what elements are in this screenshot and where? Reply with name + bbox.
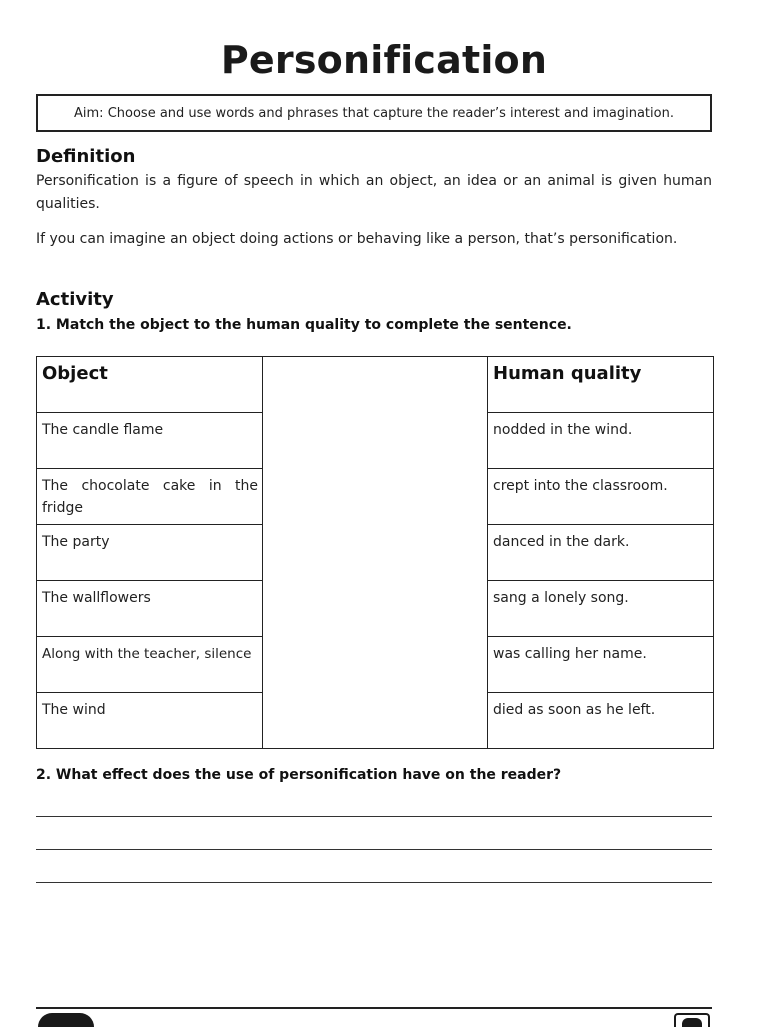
question-2: 2. What effect does the use of personification have on the reader?	[36, 767, 562, 783]
matching-table	[36, 356, 714, 749]
quality-cell: died as soon as he left.	[488, 693, 714, 749]
object-cell: The wind	[37, 693, 263, 749]
publisher-logo	[38, 1013, 94, 1027]
page-title: Personification	[220, 38, 548, 82]
aim-box	[36, 94, 712, 132]
definition-paragraph-1: Personification is a figure of speech in which an object, an idea or an animal is given human qualities.	[36, 173, 712, 212]
quality-cell: nodded in the wind.	[488, 413, 714, 469]
table-header-row	[37, 357, 714, 413]
aim-text: Aim: Choose and use words and phrases that capture the reader’s interest and imagination.	[74, 105, 674, 121]
quality-cell: sang a lonely song.	[488, 581, 714, 637]
answer-line[interactable]	[36, 882, 712, 883]
object-column-header: Object	[37, 357, 263, 413]
object-cell: The party	[37, 525, 263, 581]
footer-badge-icon	[674, 1013, 710, 1027]
answer-line[interactable]	[36, 849, 712, 850]
matching-area[interactable]	[263, 357, 488, 749]
quality-cell: was calling her name.	[488, 637, 714, 693]
quality-cell: danced in the dark.	[488, 525, 714, 581]
object-cell: The candle flame	[37, 413, 263, 469]
quality-cell: crept into the classroom.	[488, 469, 714, 525]
object-cell: The wallflowers	[37, 581, 263, 637]
answer-line[interactable]	[36, 816, 712, 817]
quality-column-header: Human quality	[488, 357, 714, 413]
question-1: 1. Match the object to the human quality to complete the sentence.	[36, 317, 572, 333]
activity-heading: Activity	[36, 289, 114, 310]
object-cell: Along with the teacher, silence	[37, 637, 263, 693]
definition-heading: Definition	[36, 146, 136, 167]
definition-paragraph-2: If you can imagine an object doing actions or behaving like a person, that’s personification.	[36, 231, 678, 247]
object-cell: The chocolate cake in the fridge	[37, 469, 263, 525]
footer-divider	[36, 1007, 712, 1009]
